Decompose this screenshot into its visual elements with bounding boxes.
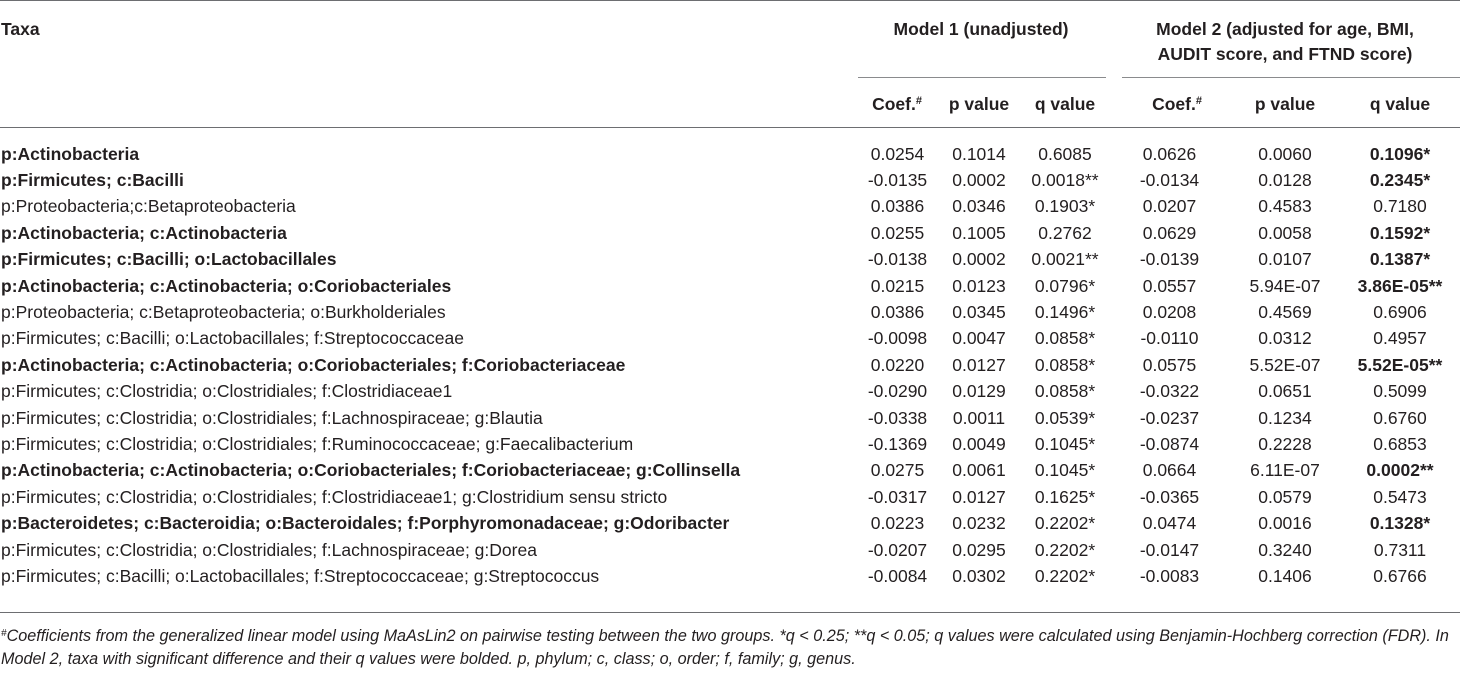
model1-p-cell: 0.0346 [952, 196, 1006, 217]
model1-q-cell: 0.2202* [1034, 539, 1096, 560]
model2-coef-cell: -0.0110 [1140, 328, 1199, 349]
model2-coef-cell: 0.0626 [1142, 143, 1197, 164]
model2-q-cell: 0.6760 [1373, 407, 1427, 428]
table-row [0, 379, 1460, 405]
taxa-cell: p:Firmicutes; c:Clostridia; o:Clostridiales; f:Lachnospiraceae; g:Blautia [1, 407, 543, 428]
model1-q-cell: 0.0018** [1031, 170, 1099, 191]
table-row [0, 220, 1460, 246]
model1-coef-cell: 0.0275 [870, 460, 925, 481]
model1-p-cell: 0.0049 [952, 433, 1006, 454]
model2-p-cell: 0.0060 [1258, 143, 1312, 164]
model1-coef-cell: 0.0215 [870, 275, 925, 296]
taxa-cell: p:Proteobacteria; c:Betaproteobacteria; o:Burkholderiales [1, 302, 446, 323]
model1-q-header: q value [1034, 94, 1096, 114]
top-rule [0, 0, 1460, 1]
model1-q-cell: 0.0539* [1034, 407, 1096, 428]
model2-coef-cell: 0.0557 [1142, 275, 1197, 296]
model1-q-cell: 0.1045* [1034, 433, 1096, 454]
model2-q-cell: 0.0002** [1366, 460, 1434, 481]
model2-p-cell: 0.0058 [1258, 222, 1312, 243]
model1-coef-cell: 0.0254 [870, 143, 925, 164]
model1-p-cell: 0.0295 [952, 539, 1006, 560]
model2-q-cell: 0.1096* [1369, 143, 1431, 164]
model1-coef-cell: -0.1369 [867, 433, 928, 454]
model2-coef-cell: 0.0207 [1142, 196, 1197, 217]
model1-q-cell: 0.1496* [1034, 302, 1096, 323]
model2-coef-cell: 0.0474 [1142, 513, 1197, 534]
model1-coef-cell: -0.0290 [867, 381, 928, 402]
model2-coef-cell: 0.0629 [1142, 222, 1197, 243]
bottom-rule [0, 612, 1460, 613]
model1-p-cell: 0.0345 [952, 302, 1006, 323]
table-row [0, 431, 1460, 457]
taxa-header: Taxa [1, 19, 40, 39]
model2-p-cell: 5.94E-07 [1249, 275, 1321, 296]
model2-q-cell: 0.5473 [1373, 486, 1427, 507]
table-row [0, 141, 1460, 167]
taxa-cell: p:Firmicutes; c:Clostridia; o:Clostridiales; f:Clostridiaceae1; g:Clostridium sensu stricto [1, 486, 668, 507]
model2-coef-cell: -0.0134 [1139, 170, 1200, 191]
model2-p-cell: 0.0128 [1258, 170, 1312, 191]
data-table [0, 141, 1460, 590]
model2-q-cell: 0.7180 [1373, 196, 1427, 217]
taxa-cell: p:Firmicutes; c:Bacilli [1, 170, 184, 191]
taxa-cell: p:Firmicutes; c:Clostridia; o:Clostridiales; f:Lachnospiraceae; g:Dorea [1, 539, 537, 560]
model2-header [1110, 17, 1460, 67]
taxa-cell: p:Bacteroidetes; c:Bacteroidia; o:Bacteroidales; f:Porphyromonadaceae; g:Odoribacter [1, 513, 730, 534]
model2-q-cell: 0.4957 [1373, 328, 1427, 349]
model1-q-cell: 0.0021** [1031, 249, 1099, 270]
model2-header-line1: Model 2 (adjusted for age, BMI, [1156, 19, 1414, 39]
model2-coef-cell: -0.0322 [1139, 381, 1200, 402]
model1-p-cell: 0.0011 [952, 407, 1006, 428]
model1-coef-cell: -0.0135 [867, 170, 928, 191]
model1-q-cell: 0.1045* [1034, 460, 1096, 481]
taxa-cell: p:Actinobacteria; c:Actinobacteria; o:Coriobacteriales [1, 275, 452, 296]
model2-q-cell: 5.52E-05** [1357, 354, 1443, 375]
coef-footnote-mark: # [1195, 95, 1202, 107]
coef-footnote-mark: # [915, 95, 922, 107]
model2-subrule [1122, 77, 1460, 78]
model2-q-cell: 0.7311 [1373, 539, 1427, 560]
model1-p-cell: 0.0302 [952, 565, 1006, 586]
model2-p-cell: 0.4583 [1258, 196, 1312, 217]
model2-q-cell: 0.6906 [1373, 302, 1427, 323]
model2-p-cell: 0.0579 [1258, 486, 1312, 507]
taxa-cell: p:Firmicutes; c:Bacilli; o:Lactobacillales [1, 249, 337, 270]
taxa-cell: p:Firmicutes; c:Clostridia; o:Clostridiales; f:Clostridiaceae1 [1, 381, 453, 402]
model1-p-cell: 0.0123 [952, 275, 1006, 296]
model2-p-cell: 0.4569 [1258, 302, 1312, 323]
model2-coef-cell: 0.0664 [1142, 460, 1197, 481]
model1-p-cell: 0.0061 [952, 460, 1006, 481]
model1-p-cell: 0.0047 [952, 328, 1006, 349]
model1-coef-header [858, 93, 936, 118]
model2-p-cell: 0.1234 [1258, 407, 1312, 428]
model2-q-cell: 0.1592* [1369, 222, 1431, 243]
model2-q-cell: 0.6853 [1373, 433, 1427, 454]
table-row [0, 510, 1460, 536]
model1-q-cell: 0.0858* [1034, 328, 1096, 349]
model1-q-cell: 0.2762 [1038, 222, 1092, 243]
table-row [0, 167, 1460, 193]
model1-coef-cell: -0.0317 [867, 486, 928, 507]
model1-p-header: p value [948, 94, 1010, 114]
taxa-cell: p:Proteobacteria;c:Betaproteobacteria [1, 196, 296, 217]
coef-label: Coef. [872, 94, 916, 114]
model2-p-cell: 0.0312 [1258, 328, 1312, 349]
model1-header: Model 1 (unadjusted) [893, 19, 1069, 39]
model2-q-cell: 0.1387* [1369, 249, 1431, 270]
model1-coef-cell: -0.0138 [867, 249, 928, 270]
model2-coef-cell: -0.0237 [1139, 407, 1200, 428]
table-row [0, 247, 1460, 273]
table-row [0, 273, 1460, 299]
model1-p-cell: 0.0129 [952, 381, 1006, 402]
model2-q-cell: 0.5099 [1373, 381, 1427, 402]
model1-coef-cell: 0.0223 [870, 513, 925, 534]
model1-q-cell: 0.1903* [1034, 196, 1096, 217]
table-row [0, 352, 1460, 378]
table-row [0, 299, 1460, 325]
model2-p-cell: 5.52E-07 [1249, 354, 1321, 375]
table-row [0, 563, 1460, 589]
model1-q-cell: 0.1625* [1034, 486, 1096, 507]
taxa-cell: p:Firmicutes; c:Clostridia; o:Clostridiales; f:Ruminococcaceae; g:Faecalibacterium [1, 433, 634, 454]
table-row [0, 484, 1460, 510]
table-row [0, 405, 1460, 431]
model1-p-cell: 0.0232 [952, 513, 1006, 534]
model2-q-header: q value [1369, 94, 1431, 114]
table-body [0, 141, 1460, 590]
model2-q-cell: 0.2345* [1369, 170, 1431, 191]
model2-p-cell: 0.0651 [1258, 381, 1312, 402]
model1-q-cell: 0.0796* [1034, 275, 1096, 296]
taxa-cell: p:Actinobacteria; c:Actinobacteria; o:Coriobacteriales; f:Coriobacteriaceae [1, 354, 626, 375]
model1-q-cell: 0.0858* [1034, 354, 1096, 375]
model2-p-cell: 0.3240 [1258, 539, 1312, 560]
model1-coef-cell: 0.0386 [870, 196, 925, 217]
model2-coef-cell: -0.0874 [1139, 433, 1200, 454]
model2-coef-cell: 0.0208 [1142, 302, 1197, 323]
footnote-text: Coefficients from the generalized linear model using MaAsLin2 on pairwise testing between the two groups. *q < 0.25; **q < 0.05; q values were calculated using Benjamin-Hochberg correction (FDR). In Model 2, taxa with significant difference and their q values were bolded. p, phylum; c, class; o, order; f, family; g, genus. [1, 627, 1449, 668]
model2-p-cell: 0.0016 [1258, 513, 1312, 534]
table-row [0, 326, 1460, 352]
model2-coef-cell: -0.0139 [1139, 249, 1200, 270]
taxa-cell: p:Firmicutes; c:Bacilli; o:Lactobacillales; f:Streptococcaceae [1, 328, 464, 349]
model2-p-cell: 6.11E-07 [1250, 460, 1320, 481]
model2-p-cell: 0.1406 [1258, 565, 1312, 586]
model1-q-cell: 0.2202* [1034, 513, 1096, 534]
taxa-cell: p:Actinobacteria; c:Actinobacteria; o:Coriobacteriales; f:Coriobacteriaceae; g:Collinsella [1, 460, 741, 481]
model2-coef-cell: -0.0147 [1139, 539, 1200, 560]
model1-p-cell: 0.0002 [952, 249, 1006, 270]
model2-p-header: p value [1254, 94, 1316, 114]
table-footnote [1, 625, 1459, 670]
model1-coef-cell: -0.0084 [867, 565, 928, 586]
model1-coef-cell: -0.0338 [867, 407, 928, 428]
model2-coef-cell: -0.0365 [1139, 486, 1200, 507]
model1-p-cell: 0.0127 [952, 486, 1006, 507]
model1-q-cell: 0.6085 [1038, 143, 1092, 164]
taxa-cell: p:Actinobacteria [1, 143, 140, 164]
table-row [0, 537, 1460, 563]
table-row [0, 194, 1460, 220]
model2-q-cell: 0.1328* [1369, 513, 1431, 534]
model2-p-cell: 0.2228 [1258, 433, 1312, 454]
model1-q-cell: 0.0858* [1034, 381, 1096, 402]
model1-subrule [858, 77, 1106, 78]
model1-coef-cell: -0.0098 [867, 328, 928, 349]
model2-q-cell: 0.6766 [1373, 565, 1427, 586]
model2-coef-header [1124, 93, 1230, 118]
table-row [0, 458, 1460, 484]
model1-p-cell: 0.1005 [952, 222, 1006, 243]
header-rule [0, 127, 1460, 128]
taxa-cell: p:Actinobacteria; c:Actinobacteria [1, 222, 287, 243]
model1-p-cell: 0.0002 [952, 170, 1006, 191]
model2-header-line2: AUDIT score, and FTND score) [1157, 44, 1413, 64]
footnote-mark: # [1, 628, 7, 639]
model1-p-cell: 0.0127 [952, 354, 1006, 375]
coef-label: Coef. [1152, 94, 1196, 114]
model1-p-cell: 0.1014 [952, 143, 1006, 164]
model1-q-cell: 0.2202* [1034, 565, 1096, 586]
model1-coef-cell: 0.0220 [870, 354, 925, 375]
model2-q-cell: 3.86E-05** [1357, 275, 1443, 296]
taxa-cell: p:Firmicutes; c:Bacilli; o:Lactobacillales; f:Streptococcaceae; g:Streptococcus [1, 565, 600, 586]
model1-coef-cell: 0.0386 [870, 302, 925, 323]
model2-coef-cell: -0.0083 [1139, 565, 1200, 586]
model1-coef-cell: 0.0255 [870, 222, 925, 243]
model2-coef-cell: 0.0575 [1142, 354, 1197, 375]
model1-coef-cell: -0.0207 [867, 539, 928, 560]
model2-p-cell: 0.0107 [1258, 249, 1312, 270]
